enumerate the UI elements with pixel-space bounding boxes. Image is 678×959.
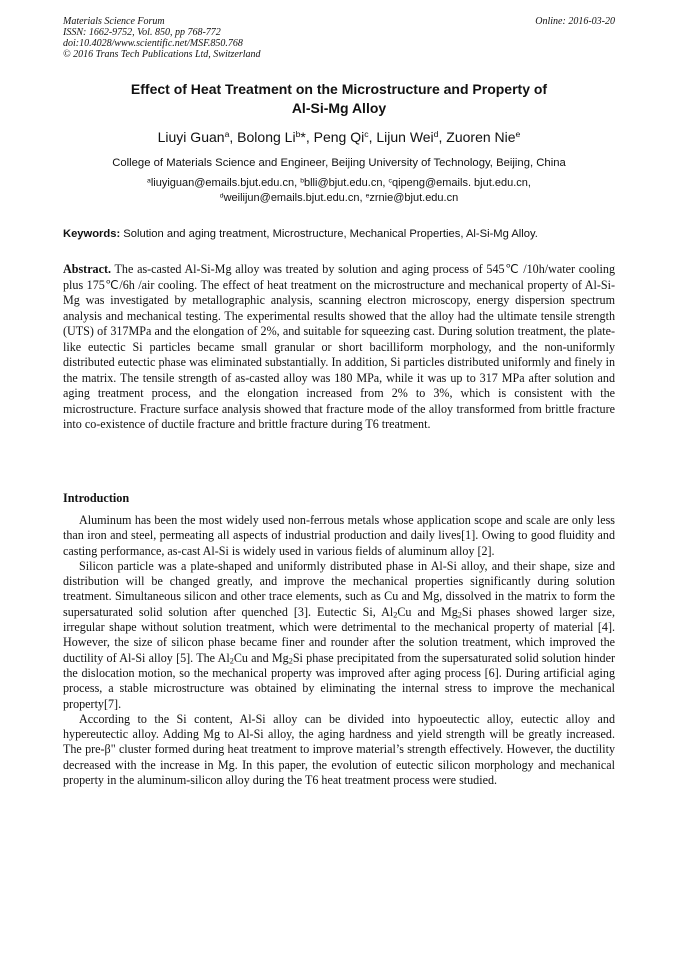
author-name: Bolong Li: [237, 129, 296, 145]
author-name: Zuoren Nie: [446, 129, 516, 145]
abstract-text: The as-casted Al-Si-Mg alloy was treated by solution and aging process of 545℃ /10h/water cooling plus 175℃/6h /air cooling. The effect of heat treatment on the microstructure and mechanical property of Al-Si-Mg was investigated by metallographic analysis, scanning electron microscopy, energy dispersion spectrum analysis and mechanical testing. The experimental results showed that the alloy had the ultimate tensile strength (UTS) of 317MPa and the elongation of 2%, and suitable for squeezing cast. During solution treatment, the plate-like eutectic Si particles became small granular or short bacilliform morphology, and the non-uniformly distributed eutectic phase was eliminated substantially. In addition, Si particles distributed uniformly and finely in the matrix. The tensile strength of as-casted alloy was 180 MPa, while it was up to 317 MPa after solution and aging treatment process, and the elongation increased from 2% to 3%, which is consistent with the microstructure. Fracture surface analysis showed that fracture mode of the alloy transformed from brittle fracture into co-existence of ductile fracture and brittle fracture during T6 treatment.: [63, 262, 615, 431]
abstract: [63, 262, 615, 433]
email-link-a[interactable]: liuyiguan@emails.bjut.edu.cn,: [150, 177, 301, 189]
email-line-1: [63, 176, 615, 191]
email-mark: a: [147, 177, 151, 185]
author-name: Peng Qi: [313, 129, 365, 145]
author-list: [63, 128, 615, 146]
journal-doi: doi:10.4028/www.scientific.net/MSF.850.768: [63, 38, 243, 49]
email-mark: c: [388, 177, 392, 185]
paragraph: [63, 559, 615, 712]
abstract-label: Abstract.: [63, 262, 112, 276]
author-name: Lijun Wei: [376, 129, 434, 145]
title-line-1: Effect of Heat Treatment on the Microstructure and Property of: [130, 81, 548, 97]
text-run: Cu and Mg: [233, 650, 289, 665]
keywords: [63, 227, 615, 241]
author-separator: ,: [438, 129, 447, 145]
email-link-d[interactable]: weilijun@emails.bjut.edu.cn,: [223, 192, 366, 204]
author-separator: ,: [305, 129, 314, 145]
corresponding-mark: *: [300, 129, 306, 145]
subscript: 2: [229, 656, 234, 666]
journal-name: Materials Science Forum: [63, 16, 165, 27]
paragraph: According to the Si content, Al-Si alloy can be divided into hypoeutectic alloy, eutectic alloy and hypereutectic alloy. Adding Mg to Al-Si alloy, the aging hardness and yield strength will be greatly increased. The pre-β" cluster formed during heat treatment to improve material’s strength effectively. However, the ductility decreased with the increase in Mg. In this paper, the evolution of eutectic silicon morphology and mechanical property in the aluminum-silicon alloy during the T6 heat treatment process were studied.: [63, 711, 615, 788]
journal-copyright: © 2016 Trans Tech Publications Ltd, Switzerland: [63, 49, 261, 60]
author-separator: ,: [368, 129, 377, 145]
journal-header: [63, 16, 615, 60]
title-line-2: Al-Si-Mg Alloy: [291, 100, 387, 116]
author-name: Liuyi Guan: [157, 129, 225, 145]
email-link-b[interactable]: blli@bjut.edu.cn,: [304, 177, 389, 189]
section-heading-introduction: Introduction: [63, 491, 130, 505]
email-link-e[interactable]: zrnie@bjut.edu.cn: [369, 192, 459, 204]
subscript: 2: [288, 656, 293, 666]
author-affil-mark: c: [364, 129, 369, 140]
email-mark: b: [300, 177, 304, 185]
text-run: Si phase precipitated from the supersaturated solid solution hinder the dislocation motion, so the mechanical property was improved after aging process [6]. During artificial aging process, a stable microstructure was obtained by eliminating the internal stress to improve the mechanical property[7].: [63, 650, 615, 711]
paper-title: [63, 80, 615, 118]
author-separator: ,: [229, 129, 238, 145]
email-link-c[interactable]: qipeng@emails. bjut.edu.cn,: [391, 177, 531, 189]
author-affil-mark: e: [515, 129, 521, 140]
email-mark: e: [365, 192, 370, 200]
email-mark: d: [219, 192, 224, 200]
keywords-text: Solution and aging treatment, Microstructure, Mechanical Properties, Al-Si-Mg Alloy.: [120, 228, 538, 240]
subscript: 2: [393, 610, 398, 620]
online-date: Online: 2016-03-20: [535, 16, 615, 27]
introduction-body: [63, 513, 615, 788]
journal-issn: ISSN: 1662-9752, Vol. 850, pp 768-772: [63, 27, 221, 38]
keywords-label: Keywords:: [63, 228, 121, 240]
author-affil-mark: a: [224, 129, 230, 140]
email-line-2: [63, 191, 615, 206]
paragraph: Aluminum has been the most widely used non-ferrous metals whose application scope and scale are only less than iron and steel, permeating all aspects of industrial production and daily lives[1]. Owing to good fluidity and casting performance, as-cast Al-Si is widely used in various fields of aluminum alloy [2].: [63, 513, 615, 558]
text-run: Cu and Mg: [397, 604, 458, 619]
affiliation: College of Materials Science and Engineer, Beijing University of Technology, Beijing, China: [112, 157, 566, 169]
text-run: Si phases showed larger size, irregular shape without solution treatment, which were detrimental to the mechanical property of material [4]. However, the size of silicon phase became finer and rounder after the solution treatment, which improved the ductility of Al-Si alloy [5]. The Al: [63, 604, 615, 665]
subscript: 2: [457, 610, 462, 620]
text-run: Silicon particle was a plate-shaped and uniformly distributed phase in Al-Si alloy, and their shape, size and distribution will be changed greatly, and improve the mechanical properties significantly during solution treatment. Simultaneous silicon and other trace elements, such as Cu and Mg, dissolved in the matrix to form the supersaturated solid solution after quenched [3]. Eutectic Si, Al: [63, 558, 615, 619]
author-affil-mark: b: [295, 129, 301, 140]
email-block: [63, 176, 615, 206]
author-affil-mark: d: [433, 129, 439, 140]
